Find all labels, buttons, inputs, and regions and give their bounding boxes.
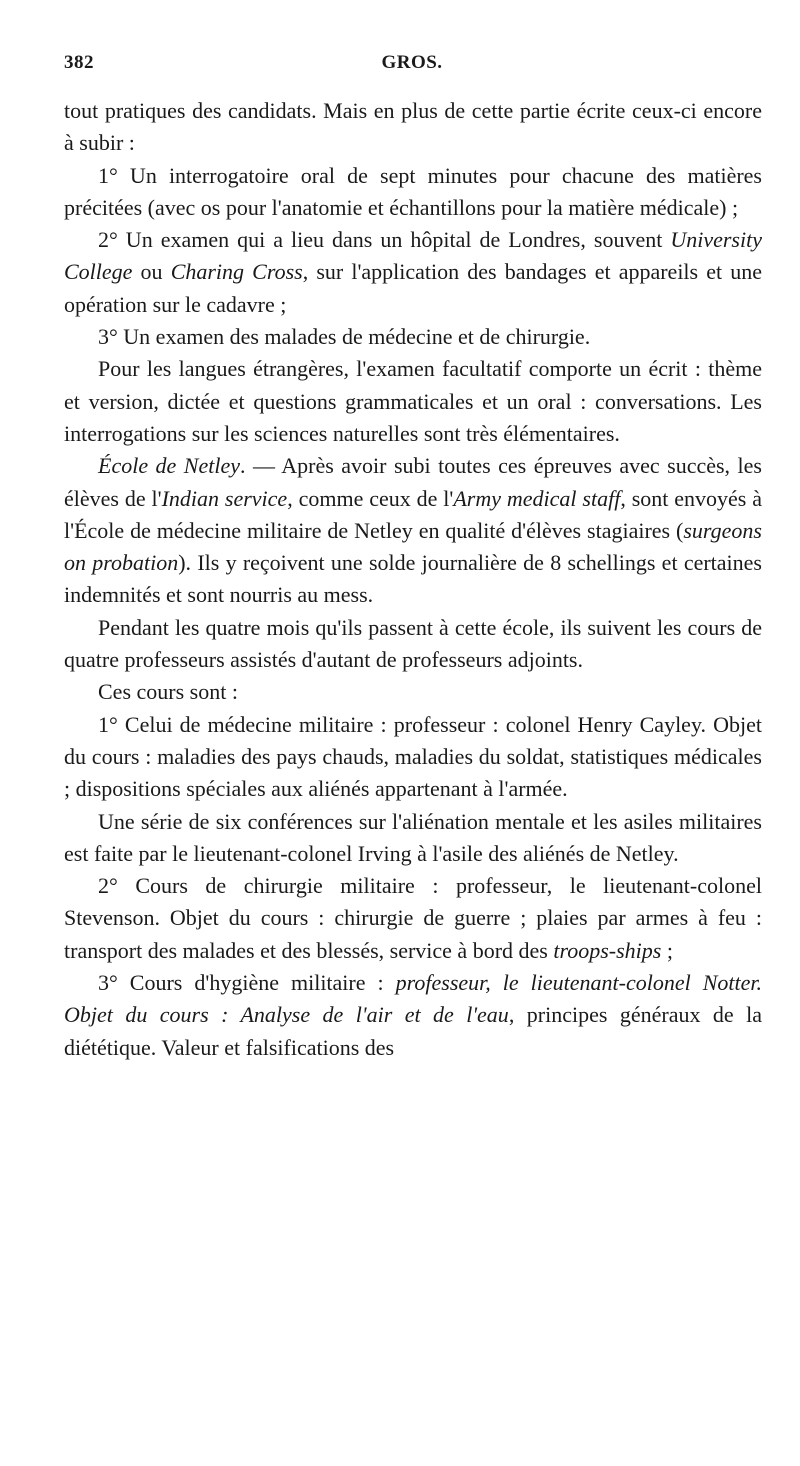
text-run: 2° Un examen qui a lieu dans un hôpital de Londres, souvent bbox=[98, 227, 671, 253]
paragraph-oral-interrogation bbox=[64, 160, 762, 225]
paragraph-netley-school bbox=[64, 450, 762, 611]
text-run: , sur l'application des bandages et appareils et une opération sur le cadavre ; bbox=[64, 259, 762, 317]
page-number: 382 bbox=[64, 52, 94, 73]
paragraph-courses-intro bbox=[64, 676, 762, 708]
text-run: 1° Un interrogatoire oral de sept minutes pour chacune des matières précitées (avec os pour l'anatomie et échantillons pour la matière médicale) ; bbox=[64, 162, 762, 220]
text-run: , sont envoyés à l'École de médecine militaire de Netley en qualité d'élèves stagiaires ( bbox=[64, 485, 763, 543]
text-run: Une série de six conférences sur l'aliénation mentale et les asiles militaires est faite par le lieutenant-colonel Irving à l'asile des aliénés de Netley. bbox=[64, 808, 762, 866]
paragraph-military-surgery bbox=[64, 870, 762, 967]
paragraph-languages bbox=[64, 353, 762, 450]
paragraph-patients-exam bbox=[64, 321, 762, 353]
paragraph-military-hygiene bbox=[64, 967, 762, 1064]
italic-run: University College bbox=[64, 227, 762, 285]
text-run: Pendant les quatre mois qu'ils passent à cette école, ils suivent les cours de quatre professeurs assistés d'autant de professeurs adjoints. bbox=[64, 614, 762, 673]
text-run: ; bbox=[661, 937, 673, 963]
text-run: 3° Un examen des malades de médecine et de chirurgie. bbox=[98, 324, 591, 350]
italic-run: Indian service bbox=[161, 485, 288, 511]
text-run: . — Après avoir subi toutes ces épreuves avec succès, les élèves de l' bbox=[64, 453, 762, 511]
running-head bbox=[64, 52, 760, 80]
text-run: 2° Cours de chirurgie militaire : professeur, le lieutenant-colonel Stevenson. Objet du cours : chirurgie de guerre ; plaies par armes à feu : transport des malades et des blessés, service à bord des bbox=[64, 873, 762, 963]
italic-run: Army medical staff bbox=[453, 485, 621, 511]
text-run: Ces cours sont : bbox=[98, 679, 238, 705]
text-run: , principes généraux de la diététique. Valeur et falsifications des bbox=[64, 1002, 762, 1060]
running-title: GROS. bbox=[381, 52, 443, 73]
text-run: ). Ils y reçoivent une solde journalière de 8 schellings et certaines indemnités et sont nourris au mess. bbox=[64, 550, 762, 608]
text-run: Pour les langues étrangères, l'examen facultatif comporte un écrit : thème et version, dictée et questions grammaticales et un oral : conversations. Les interrogations sur les sciences naturelles sont très élémentaires. bbox=[64, 356, 762, 446]
body-text bbox=[64, 95, 762, 1064]
text-run: 1° Celui de médecine militaire : professeur : colonel Henry Cayley. Objet du cours : maladies des pays chauds, maladies du soldat, statistiques médicales ; dispositions spéciales aux aliénés appartenant à l'armée. bbox=[64, 711, 762, 802]
italic-run: troops-ships bbox=[553, 937, 662, 963]
italic-run: École de Netley bbox=[98, 453, 240, 479]
paragraph-continuation bbox=[64, 95, 762, 160]
italic-run: professeur, le lieutenant-colonel Notter. Objet du cours : Analyse de l'air et de l'eau bbox=[64, 970, 763, 1028]
paragraph-mental-alienation bbox=[64, 806, 762, 871]
paragraph-military-medicine bbox=[64, 709, 762, 806]
paragraph-hospital-exam bbox=[64, 224, 762, 321]
text-run: , comme ceux de l' bbox=[287, 485, 454, 511]
italic-run: surgeons on probation bbox=[64, 517, 762, 576]
text-run: tout pratiques des candidats. Mais en plus de cette partie écrite ceux-ci encore à subir : bbox=[64, 98, 762, 156]
italic-run: Charing Cross bbox=[170, 259, 303, 285]
text-run: 3° Cours d'hygiène militaire : bbox=[98, 970, 396, 996]
text-run: ou bbox=[132, 259, 171, 285]
paragraph-four-months bbox=[64, 612, 762, 677]
